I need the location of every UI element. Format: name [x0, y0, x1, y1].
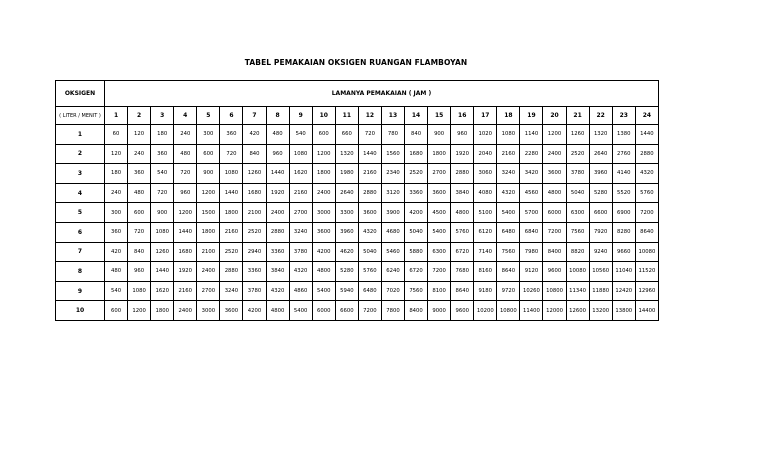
table-cell: 720 [174, 164, 197, 184]
table-cell: 2700 [428, 164, 451, 184]
table-cell: 300 [105, 203, 128, 223]
table-cell: 420 [105, 242, 128, 262]
table-cell: 4500 [428, 203, 451, 223]
table-cell: 7560 [566, 222, 589, 242]
table-cell: 5280 [335, 262, 358, 282]
table-cell: 3120 [381, 183, 404, 203]
table-cell: 1980 [335, 164, 358, 184]
table-cell: 240 [174, 125, 197, 145]
table-cell: 8640 [635, 222, 658, 242]
table-cell: 1800 [428, 144, 451, 164]
row-flow-rate: 6 [56, 222, 105, 242]
table-cell: 900 [428, 125, 451, 145]
table-cell: 5880 [405, 242, 428, 262]
table-cell: 7020 [381, 281, 404, 301]
table-cell: 5100 [474, 203, 497, 223]
table-cell: 9120 [520, 262, 543, 282]
table-cell: 4200 [243, 301, 266, 321]
oxygen-header: OKSIGEN [56, 81, 105, 107]
table-cell: 1200 [312, 144, 335, 164]
hour-header-16: 16 [451, 107, 474, 125]
table-cell: 960 [266, 144, 289, 164]
table-cell: 2400 [543, 144, 566, 164]
table-cell: 2520 [243, 222, 266, 242]
table-cell: 2520 [405, 164, 428, 184]
table-cell: 7980 [520, 242, 543, 262]
table-cell: 3780 [289, 242, 312, 262]
table-cell: 2640 [335, 183, 358, 203]
table-cell: 3240 [497, 164, 520, 184]
table-cell: 3300 [335, 203, 358, 223]
hour-header-2: 2 [128, 107, 151, 125]
table-cell: 6720 [405, 262, 428, 282]
table-cell: 5040 [566, 183, 589, 203]
table-cell: 2160 [358, 164, 381, 184]
table-cell: 5040 [358, 242, 381, 262]
table-cell: 2100 [197, 242, 220, 262]
table-row [56, 164, 659, 184]
table-cell: 2640 [589, 144, 612, 164]
table-cell: 2400 [266, 203, 289, 223]
table-cell: 4320 [266, 281, 289, 301]
table-cell: 2880 [220, 262, 243, 282]
table-cell: 1620 [289, 164, 312, 184]
table-cell: 5520 [612, 183, 635, 203]
row-flow-rate: 10 [56, 301, 105, 321]
table-cell: 3780 [566, 164, 589, 184]
table-cell: 2160 [220, 222, 243, 242]
table-cell: 1680 [405, 144, 428, 164]
table-cell: 2880 [266, 222, 289, 242]
hour-header-17: 17 [474, 107, 497, 125]
table-cell: 600 [197, 144, 220, 164]
table-cell: 11040 [612, 262, 635, 282]
table-body [56, 125, 659, 321]
table-cell: 4800 [266, 301, 289, 321]
table-cell: 360 [151, 144, 174, 164]
table-cell: 6120 [474, 222, 497, 242]
table-cell: 10560 [589, 262, 612, 282]
table-cell: 1440 [635, 125, 658, 145]
table-cell: 1320 [335, 144, 358, 164]
row-flow-rate: 8 [56, 262, 105, 282]
row-flow-rate: 3 [56, 164, 105, 184]
table-cell: 1440 [220, 183, 243, 203]
table-cell: 1620 [151, 281, 174, 301]
table-row [56, 203, 659, 223]
table-cell: 6000 [543, 203, 566, 223]
table-cell: 7680 [451, 262, 474, 282]
table-cell: 5760 [635, 183, 658, 203]
table-cell: 6840 [520, 222, 543, 242]
row-flow-rate: 4 [56, 183, 105, 203]
table-cell: 2160 [289, 183, 312, 203]
table-cell: 1080 [151, 222, 174, 242]
table-cell: 1380 [612, 125, 635, 145]
table-cell: 5400 [428, 222, 451, 242]
table-cell: 6000 [312, 301, 335, 321]
table-cell: 11520 [635, 262, 658, 282]
table-cell: 10080 [635, 242, 658, 262]
table-cell: 3600 [428, 183, 451, 203]
table-cell: 9600 [543, 262, 566, 282]
table-cell: 5280 [589, 183, 612, 203]
table-cell: 2520 [566, 144, 589, 164]
table-cell: 1200 [128, 301, 151, 321]
table-cell: 600 [105, 301, 128, 321]
table-cell: 11340 [566, 281, 589, 301]
table-row [56, 125, 659, 145]
hour-header-4: 4 [174, 107, 197, 125]
table-cell: 9000 [428, 301, 451, 321]
table-cell: 4560 [520, 183, 543, 203]
table-cell: 600 [128, 203, 151, 223]
table-cell: 13800 [612, 301, 635, 321]
table-cell: 2400 [312, 183, 335, 203]
table-cell: 12600 [566, 301, 589, 321]
table-cell: 540 [289, 125, 312, 145]
table-cell: 3420 [520, 164, 543, 184]
table-cell: 2340 [381, 164, 404, 184]
hour-header-21: 21 [566, 107, 589, 125]
table-cell: 4800 [312, 262, 335, 282]
hour-header-9: 9 [289, 107, 312, 125]
table-cell: 6300 [428, 242, 451, 262]
hour-header-22: 22 [589, 107, 612, 125]
table-cell: 5760 [451, 222, 474, 242]
table-cell: 840 [128, 242, 151, 262]
table-cell: 360 [220, 125, 243, 145]
table-cell: 8400 [543, 242, 566, 262]
table-cell: 10800 [543, 281, 566, 301]
table-cell: 1800 [197, 222, 220, 242]
table-cell: 8400 [405, 301, 428, 321]
hour-header-12: 12 [358, 107, 381, 125]
table-cell: 10800 [497, 301, 520, 321]
table-cell: 1080 [220, 164, 243, 184]
table-cell: 6720 [451, 242, 474, 262]
hour-header-8: 8 [266, 107, 289, 125]
table-cell: 8640 [451, 281, 474, 301]
table-cell: 5700 [520, 203, 543, 223]
table-cell: 420 [243, 125, 266, 145]
table-cell: 8160 [474, 262, 497, 282]
table-cell: 6900 [612, 203, 635, 223]
table-cell: 4140 [612, 164, 635, 184]
table-cell: 1500 [197, 203, 220, 223]
hour-header-13: 13 [381, 107, 404, 125]
table-cell: 2880 [451, 164, 474, 184]
table-cell: 1440 [151, 262, 174, 282]
table-cell: 7200 [543, 222, 566, 242]
table-cell: 2400 [174, 301, 197, 321]
table-cell: 780 [381, 125, 404, 145]
table-cell: 4680 [381, 222, 404, 242]
hour-header-6: 6 [220, 107, 243, 125]
table-cell: 6300 [566, 203, 589, 223]
table-row [56, 301, 659, 321]
table-cell: 2520 [220, 242, 243, 262]
table-cell: 4800 [451, 203, 474, 223]
table-cell: 4320 [635, 164, 658, 184]
header-row-hours [56, 107, 659, 125]
table-row [56, 262, 659, 282]
table-cell: 900 [151, 203, 174, 223]
table-cell: 540 [105, 281, 128, 301]
table-cell: 4860 [289, 281, 312, 301]
table-cell: 120 [128, 125, 151, 145]
table-cell: 60 [105, 125, 128, 145]
table-cell: 3960 [335, 222, 358, 242]
table-cell: 480 [174, 144, 197, 164]
row-flow-rate: 7 [56, 242, 105, 262]
table-cell: 1080 [497, 125, 520, 145]
table-cell: 6600 [589, 203, 612, 223]
table-cell: 1800 [151, 301, 174, 321]
table-cell: 7800 [381, 301, 404, 321]
hour-header-20: 20 [543, 107, 566, 125]
table-cell: 1260 [151, 242, 174, 262]
table-cell: 1020 [474, 125, 497, 145]
table-cell: 4320 [289, 262, 312, 282]
table-cell: 12960 [635, 281, 658, 301]
table-cell: 960 [451, 125, 474, 145]
row-flow-rate: 5 [56, 203, 105, 223]
table-cell: 3000 [197, 301, 220, 321]
hour-header-23: 23 [612, 107, 635, 125]
table-cell: 1800 [220, 203, 243, 223]
table-cell: 9240 [589, 242, 612, 262]
table-cell: 4800 [543, 183, 566, 203]
row-flow-rate: 9 [56, 281, 105, 301]
table-cell: 9600 [451, 301, 474, 321]
table-cell: 1920 [266, 183, 289, 203]
table-cell: 3600 [312, 222, 335, 242]
table-cell: 3000 [312, 203, 335, 223]
hour-header-19: 19 [520, 107, 543, 125]
table-cell: 660 [335, 125, 358, 145]
table-cell: 3060 [474, 164, 497, 184]
table-cell: 7200 [635, 203, 658, 223]
table-cell: 7200 [428, 262, 451, 282]
table-cell: 480 [266, 125, 289, 145]
table-cell: 840 [243, 144, 266, 164]
table-cell: 720 [358, 125, 381, 145]
table-cell: 3240 [220, 281, 243, 301]
oxygen-usage-table [55, 80, 659, 321]
table-cell: 3900 [381, 203, 404, 223]
table-cell: 9180 [474, 281, 497, 301]
row-flow-rate: 2 [56, 144, 105, 164]
table-cell: 6480 [497, 222, 520, 242]
hour-header-15: 15 [428, 107, 451, 125]
table-cell: 1440 [266, 164, 289, 184]
table-cell: 6600 [335, 301, 358, 321]
table-cell: 3600 [358, 203, 381, 223]
table-cell: 4080 [474, 183, 497, 203]
table-cell: 1440 [358, 144, 381, 164]
table-cell: 7560 [405, 281, 428, 301]
table-cell: 1080 [128, 281, 151, 301]
hour-header-24: 24 [635, 107, 658, 125]
table-cell: 960 [128, 262, 151, 282]
table-cell: 10200 [474, 301, 497, 321]
table-cell: 840 [405, 125, 428, 145]
table-cell: 12000 [543, 301, 566, 321]
table-cell: 600 [312, 125, 335, 145]
table-cell: 480 [128, 183, 151, 203]
table-cell: 1560 [381, 144, 404, 164]
table-cell: 14400 [635, 301, 658, 321]
hour-header-3: 3 [151, 107, 174, 125]
table-cell: 10080 [566, 262, 589, 282]
table-row [56, 281, 659, 301]
row-flow-rate: 1 [56, 125, 105, 145]
table-cell: 5400 [289, 301, 312, 321]
table-cell: 4320 [497, 183, 520, 203]
table-cell: 10260 [520, 281, 543, 301]
hour-header-14: 14 [405, 107, 428, 125]
table-cell: 7200 [358, 301, 381, 321]
table-cell: 1260 [243, 164, 266, 184]
table-cell: 3360 [243, 262, 266, 282]
table-row [56, 242, 659, 262]
hour-header-11: 11 [335, 107, 358, 125]
table-cell: 12420 [612, 281, 635, 301]
table-cell: 720 [128, 222, 151, 242]
table-cell: 7140 [474, 242, 497, 262]
table-cell: 900 [197, 164, 220, 184]
table-cell: 120 [105, 144, 128, 164]
table-cell: 3960 [589, 164, 612, 184]
table-cell: 1200 [197, 183, 220, 203]
table-cell: 2880 [358, 183, 381, 203]
table-cell: 13200 [589, 301, 612, 321]
table-cell: 360 [128, 164, 151, 184]
table-cell: 5400 [497, 203, 520, 223]
table-cell: 3600 [543, 164, 566, 184]
hour-header-7: 7 [243, 107, 266, 125]
table-row [56, 222, 659, 242]
table-cell: 540 [151, 164, 174, 184]
table-cell: 5460 [381, 242, 404, 262]
table-cell: 7920 [589, 222, 612, 242]
table-cell: 11880 [589, 281, 612, 301]
table-cell: 2160 [174, 281, 197, 301]
table-cell: 480 [105, 262, 128, 282]
table-cell: 5760 [358, 262, 381, 282]
table-cell: 1080 [289, 144, 312, 164]
header-row-main [56, 81, 659, 107]
table-cell: 6240 [381, 262, 404, 282]
table-cell: 11400 [520, 301, 543, 321]
table-cell: 4320 [358, 222, 381, 242]
table-cell: 3840 [451, 183, 474, 203]
table-cell: 1440 [174, 222, 197, 242]
table-cell: 2400 [197, 262, 220, 282]
hour-header-1: 1 [105, 107, 128, 125]
table-cell: 9660 [612, 242, 635, 262]
table-cell: 300 [197, 125, 220, 145]
table-cell: 1800 [312, 164, 335, 184]
unit-header: ( LITER / MENIT ) [56, 107, 105, 125]
table-cell: 720 [220, 144, 243, 164]
table-cell: 2700 [197, 281, 220, 301]
hour-header-5: 5 [197, 107, 220, 125]
table-cell: 960 [174, 183, 197, 203]
table-cell: 7560 [497, 242, 520, 262]
table-cell: 8820 [566, 242, 589, 262]
table-cell: 3240 [289, 222, 312, 242]
table-cell: 8280 [612, 222, 635, 242]
table-cell: 2280 [520, 144, 543, 164]
table-cell: 1260 [566, 125, 589, 145]
table-cell: 1920 [174, 262, 197, 282]
table-cell: 5400 [312, 281, 335, 301]
table-cell: 240 [128, 144, 151, 164]
table-row [56, 183, 659, 203]
table-cell: 1320 [589, 125, 612, 145]
table-cell: 8640 [497, 262, 520, 282]
table-cell: 2100 [243, 203, 266, 223]
page-title: TABEL PEMAKAIAN OKSIGEN RUANGAN FLAMBOYAN [244, 58, 468, 67]
table-cell: 240 [105, 183, 128, 203]
table-row [56, 144, 659, 164]
table-cell: 4200 [405, 203, 428, 223]
table-cell: 2760 [612, 144, 635, 164]
table-cell: 4200 [312, 242, 335, 262]
table-cell: 9720 [497, 281, 520, 301]
table-cell: 8100 [428, 281, 451, 301]
table-cell: 1140 [520, 125, 543, 145]
table-cell: 1680 [243, 183, 266, 203]
table-cell: 2940 [243, 242, 266, 262]
table-cell: 180 [151, 125, 174, 145]
table-cell: 2160 [497, 144, 520, 164]
table-cell: 5940 [335, 281, 358, 301]
table-cell: 3360 [266, 242, 289, 262]
hour-header-10: 10 [312, 107, 335, 125]
table-cell: 3360 [405, 183, 428, 203]
table-cell: 5040 [405, 222, 428, 242]
table-cell: 1920 [451, 144, 474, 164]
table-cell: 6480 [358, 281, 381, 301]
table-cell: 180 [105, 164, 128, 184]
table-cell: 2880 [635, 144, 658, 164]
table-cell: 720 [151, 183, 174, 203]
table-cell: 3840 [266, 262, 289, 282]
hour-header-18: 18 [497, 107, 520, 125]
table-cell: 1200 [543, 125, 566, 145]
table-cell: 2700 [289, 203, 312, 223]
table-cell: 4620 [335, 242, 358, 262]
duration-header: LAMANYA PEMAKAIAN ( JAM ) [105, 81, 659, 107]
table-cell: 360 [105, 222, 128, 242]
table-cell: 1200 [174, 203, 197, 223]
table-cell: 1680 [174, 242, 197, 262]
table-cell: 3780 [243, 281, 266, 301]
table-cell: 3600 [220, 301, 243, 321]
table-cell: 2040 [474, 144, 497, 164]
